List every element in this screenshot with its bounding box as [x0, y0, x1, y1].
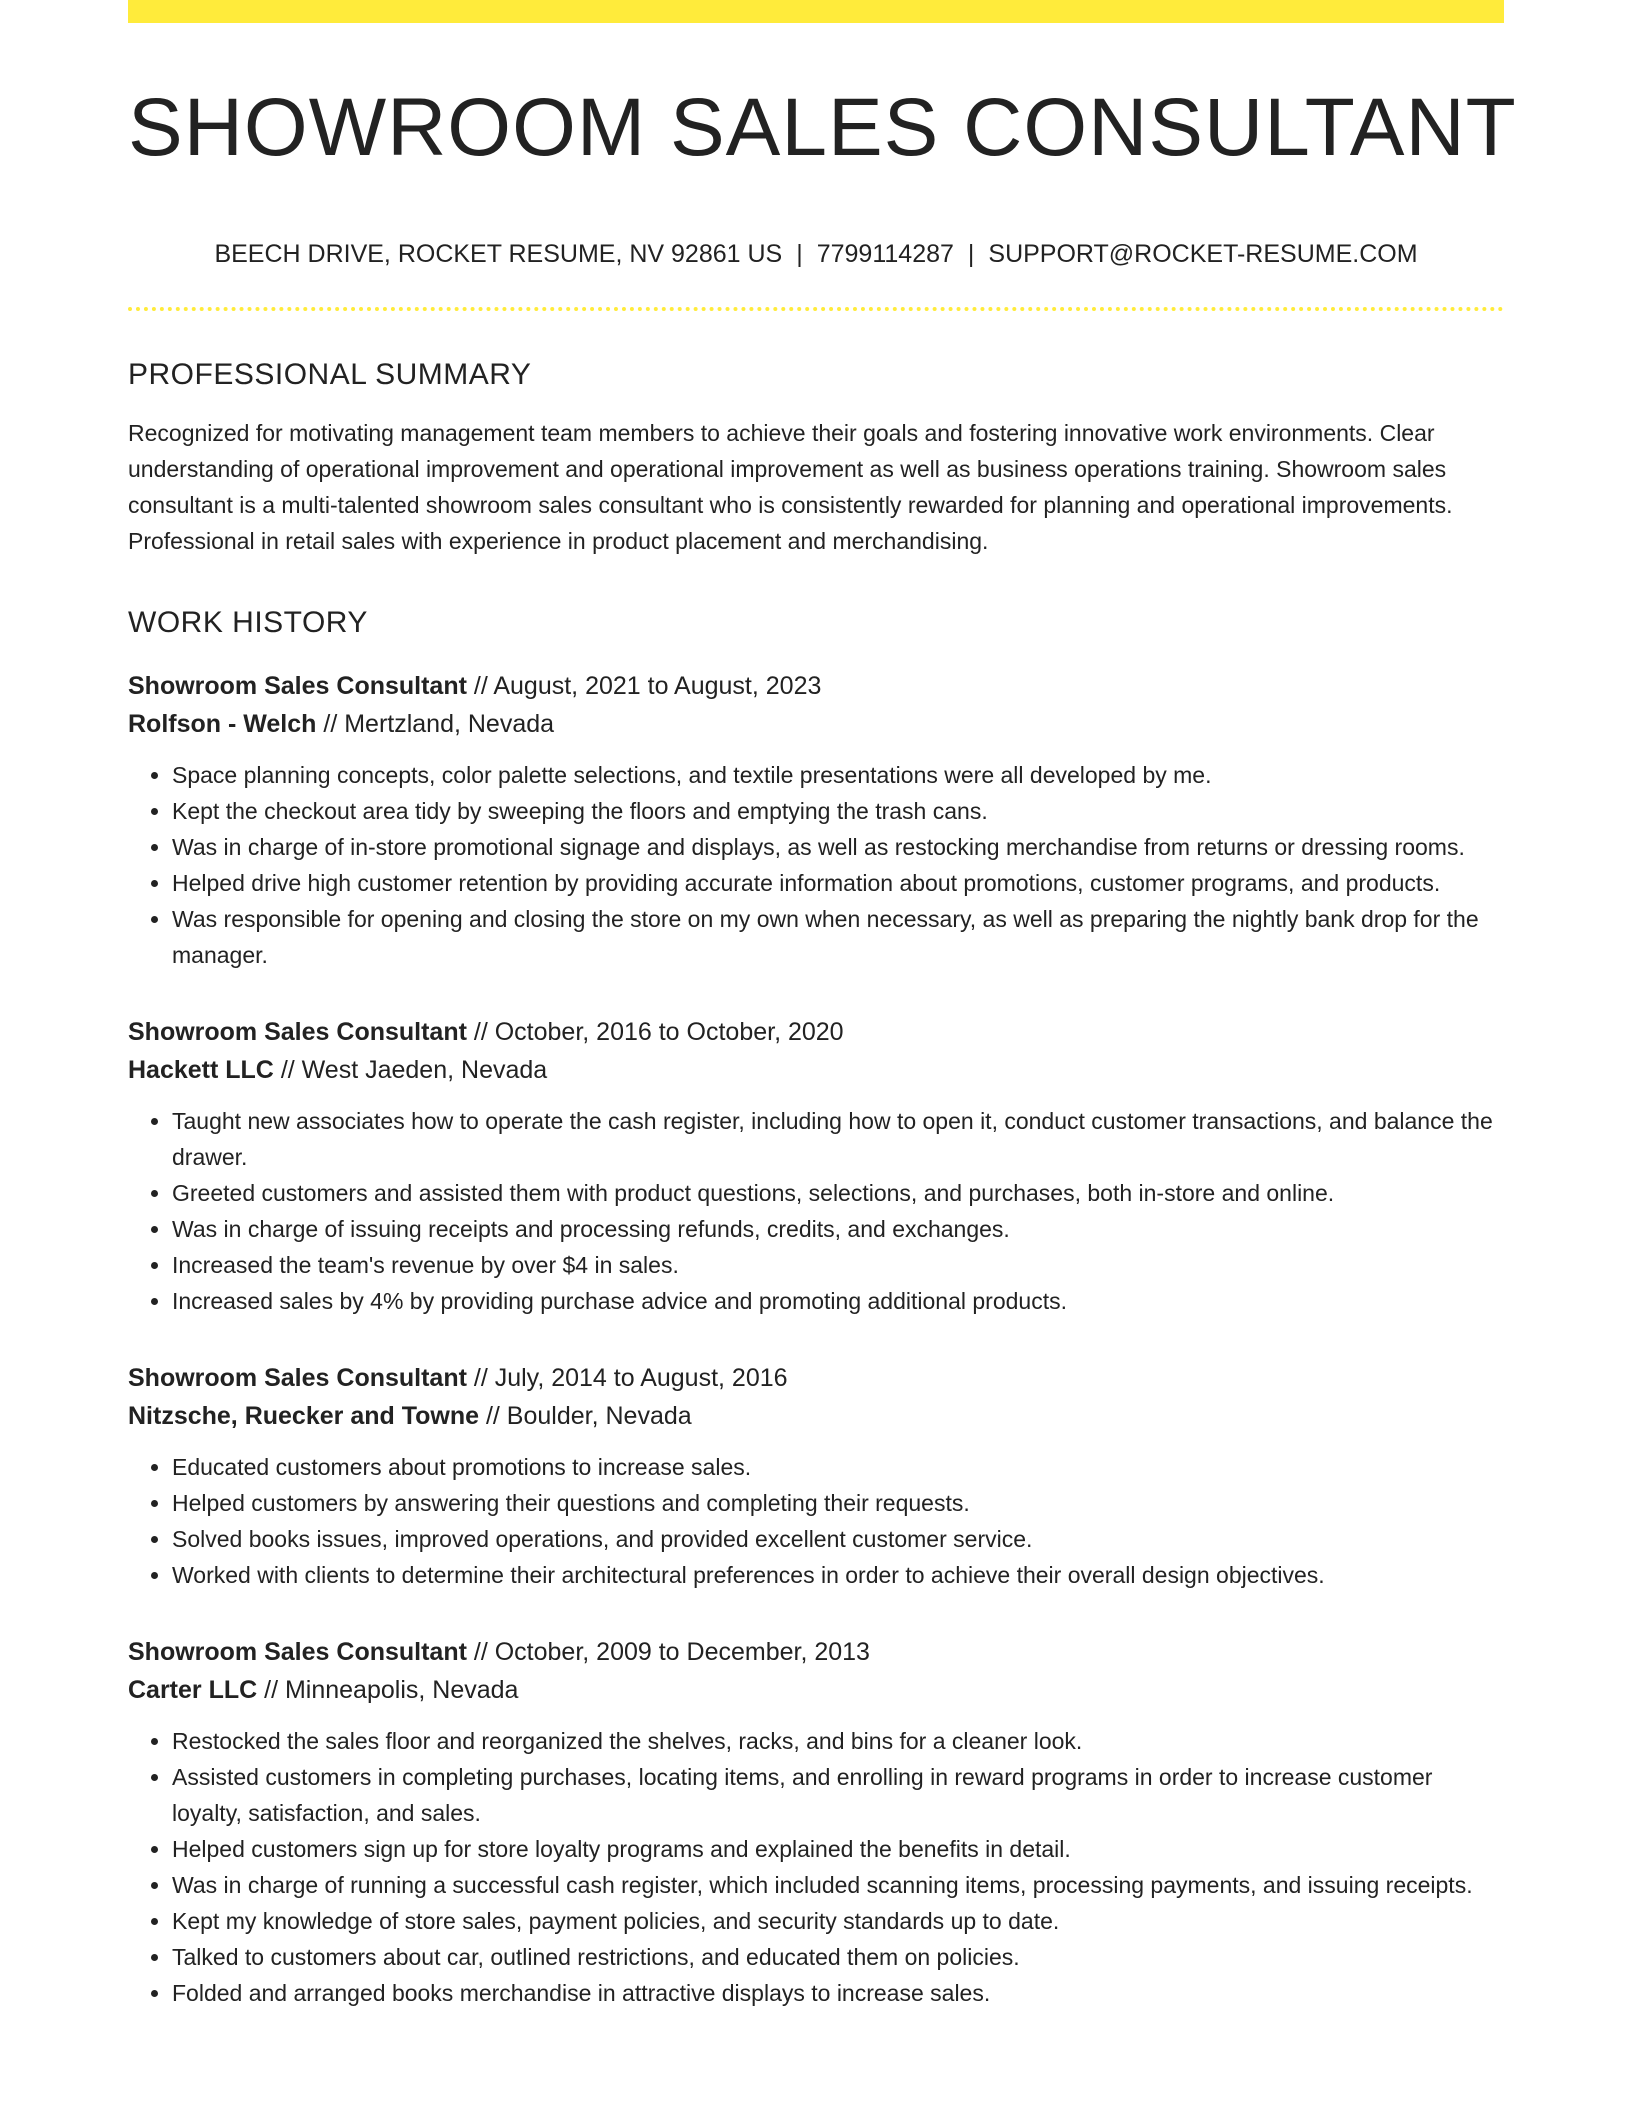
job-entry [128, 1359, 1504, 1593]
job-location: // West Jaeden, Nevada [273, 1056, 548, 1085]
contact-phone: 7799114287 [816, 240, 954, 269]
work-history-heading: WORK HISTORY [128, 606, 368, 640]
job-company-line [128, 1671, 1504, 1709]
contact-address: BEECH DRIVE, ROCKET RESUME, NV 92861 US [214, 240, 783, 269]
job-bullet: • Increased sales by 4% by providing purchase advice and promoting additional products. [172, 1283, 1504, 1319]
job-title-line [128, 1633, 1504, 1671]
job-company-line [128, 1397, 1504, 1435]
job-company: Nitzsche, Ruecker and Towne [128, 1402, 480, 1431]
job-bullet: • Restocked the sales floor and reorganized the shelves, racks, and bins for a cleaner look. [172, 1723, 1504, 1759]
job-bullet: • Solved books issues, improved operations, and provided excellent customer service. [172, 1521, 1504, 1557]
contact-email: SUPPORT@ROCKET-RESUME.COM [988, 240, 1418, 269]
job-list [128, 667, 1504, 2011]
job-bullet: • Helped drive high customer retention by providing accurate information about promotions, customer programs, and products. [172, 865, 1504, 901]
job-bullet: • Talked to customers about car, outlined restrictions, and educated them on policies. [172, 1939, 1504, 1975]
job-location: // Boulder, Nevada [479, 1402, 692, 1431]
job-bullets [128, 1103, 1504, 1319]
resume-page [128, 0, 1517, 2011]
job-title-line [128, 667, 1504, 705]
job-role: Showroom Sales Consultant [128, 1018, 467, 1047]
job-bullets [128, 757, 1504, 973]
job-entry [128, 667, 1504, 973]
job-bullet: • Helped customers sign up for store loyalty programs and explained the benefits in detail. [172, 1831, 1504, 1867]
job-entry [128, 1013, 1504, 1319]
job-bullet: • Folded and arranged books merchandise in attractive displays to increase sales. [172, 1975, 1504, 2011]
job-bullet: • Worked with clients to determine their architectural preferences in order to achieve their overall design objectives. [172, 1557, 1504, 1593]
job-bullet: • Kept my knowledge of store sales, payment policies, and security standards up to date. [172, 1903, 1504, 1939]
job-title-line [128, 1013, 1504, 1051]
job-bullet: • Helped customers by answering their questions and completing their requests. [172, 1485, 1504, 1521]
job-location: // Minneapolis, Nevada [257, 1676, 519, 1705]
job-bullet: • Was responsible for opening and closing the store on my own when necessary, as well as preparing the nightly bank drop for the manager. [172, 901, 1504, 973]
job-entry [128, 1633, 1504, 2011]
job-bullet: • Space planning concepts, color palette selections, and textile presentations were all developed by me. [172, 757, 1504, 793]
job-bullet: • Taught new associates how to operate the cash register, including how to open it, conduct customer transactions, and balance the drawer. [172, 1103, 1504, 1175]
job-company: Rolfson - Welch [128, 710, 317, 739]
accent-top-bar [128, 0, 1504, 23]
job-bullet: • Was in charge of running a successful cash register, which included scanning items, processing payments, and issuing receipts. [172, 1867, 1504, 1903]
job-bullet: • Greeted customers and assisted them with product questions, selections, and purchases, both in-store and online. [172, 1175, 1504, 1211]
job-role: Showroom Sales Consultant [128, 1638, 467, 1667]
job-role: Showroom Sales Consultant [128, 672, 467, 701]
job-company: Hackett LLC [128, 1056, 274, 1085]
dotted-divider [128, 307, 1504, 311]
contact-line [128, 239, 1504, 269]
job-bullet: • Was in charge of issuing receipts and processing refunds, credits, and exchanges. [172, 1211, 1504, 1247]
job-title-line [128, 1359, 1504, 1397]
job-dates: // October, 2016 to October, 2020 [466, 1018, 844, 1047]
job-bullet: • Was in charge of in-store promotional signage and displays, as well as restocking merchandise from returns or dressing rooms. [172, 829, 1504, 865]
job-bullet: • Increased the team's revenue by over $4 in sales. [172, 1247, 1504, 1283]
resume-name: SHOWROOM SALES CONSULTANT [128, 82, 1517, 173]
job-role: Showroom Sales Consultant [128, 1364, 467, 1393]
job-dates: // July, 2014 to August, 2016 [466, 1364, 788, 1393]
summary-text: Recognized for motivating management team members to achieve their goals and fostering innovative work environments. Clear understanding of operational improvement and operational improvement as well as business operations training. Showroom sales consultant is a multi-talented showroom sales consultant who is consistently rewarded for planning and operational improvements. Professional in retail sales with experience in product placement and merchandising. [128, 420, 1453, 555]
job-dates: // August, 2021 to August, 2023 [466, 672, 822, 701]
job-bullet: • Educated customers about promotions to increase sales. [172, 1449, 1504, 1485]
summary-heading: PROFESSIONAL SUMMARY [128, 358, 532, 392]
job-company-line [128, 705, 1504, 743]
job-location: // Mertzland, Nevada [316, 710, 555, 739]
job-bullet: • Assisted customers in completing purchases, locating items, and enrolling in reward programs in order to increase customer loyalty, satisfaction, and sales. [172, 1759, 1504, 1831]
job-company-line [128, 1051, 1504, 1089]
contact-separator: | [967, 240, 975, 269]
job-bullets [128, 1449, 1504, 1593]
job-dates: // October, 2009 to December, 2013 [466, 1638, 870, 1667]
job-bullet: • Kept the checkout area tidy by sweeping the floors and emptying the trash cans. [172, 793, 1504, 829]
job-bullets [128, 1723, 1504, 2011]
contact-separator: | [796, 240, 803, 269]
job-company: Carter LLC [128, 1676, 258, 1705]
